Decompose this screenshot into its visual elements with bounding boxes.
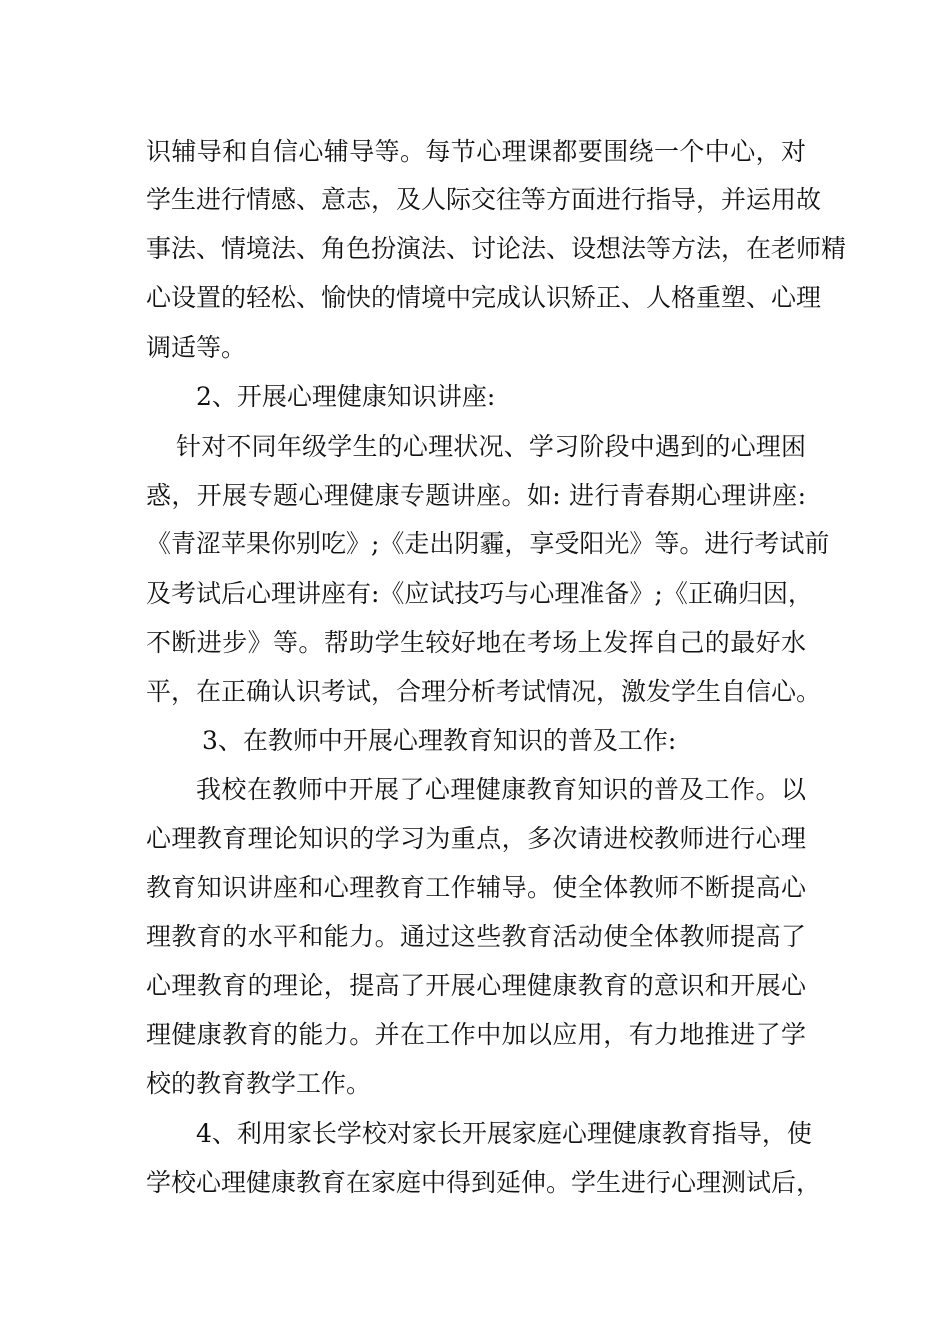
text-line-3: 事法、情境法、角色扮演法、讨论法、设想法等方法，在老师精 — [146, 234, 847, 263]
text-line-18: 心理教育的理论，提高了开展心理健康教育的意识和开展心 — [146, 971, 806, 1000]
text-line-14: 我校在教师中开展了心理健康教育知识的普及工作。以 — [196, 775, 806, 804]
text-line-9: 《青涩苹果你别吃》;《走出阴霾，享受阳光》等。进行考试前 — [146, 529, 830, 558]
text-line-5: 调适等。 — [146, 333, 247, 362]
text-line-16: 教育知识讲座和心理教育工作辅导。使全体教师不断提高心 — [146, 873, 806, 902]
text-line-4: 心设置的轻松、愉快的情境中完成认识矫正、人格重塑、心理 — [146, 283, 822, 312]
text-line-17: 理教育的水平和能力。通过这些教育活动使全体教师提高了 — [146, 922, 806, 951]
text-line-20: 校的教育教学工作。 — [146, 1069, 372, 1098]
text-line-7: 针对不同年级学生的心理状况、学习阶段中遇到的心理困 — [176, 432, 806, 461]
text-line-15: 心理教育理论知识的学习为重点，多次请进校教师进行心理 — [146, 824, 806, 853]
text-line-21: 4、利用家长学校对家长开展家庭心理健康教育指导，使 — [196, 1119, 812, 1148]
text-line-22: 学校心理健康教育在家庭中得到延伸。学生进行心理测试后， — [146, 1168, 822, 1197]
text-line-8: 惑，开展专题心理健康专题讲座。如: 进行青春期心理讲座: — [146, 481, 806, 510]
text-line-19: 理健康教育的能力。并在工作中加以应用，有力地推进了学 — [146, 1020, 806, 1049]
text-line-1: 识辅导和自信心辅导等。每节心理课都要围绕一个中心，对 — [146, 137, 806, 166]
text-line-2: 学生进行情感、意志，及人际交往等方面进行指导，并运用故 — [146, 185, 822, 214]
text-line-10: 及考试后心理讲座有:《应试技巧与心理准备》;《正确归因， — [146, 579, 813, 608]
section-heading-2: 2、开展心理健康知识讲座: — [196, 382, 496, 411]
section-heading-3: 3、在教师中开展心理教育知识的普及工作: — [202, 726, 677, 755]
text-line-12: 平，在正确认识考试，合理分析考试情况，激发学生自信心。 — [146, 677, 822, 706]
text-line-11: 不断进步》等。帮助学生较好地在考场上发挥自己的最好水 — [146, 628, 806, 657]
